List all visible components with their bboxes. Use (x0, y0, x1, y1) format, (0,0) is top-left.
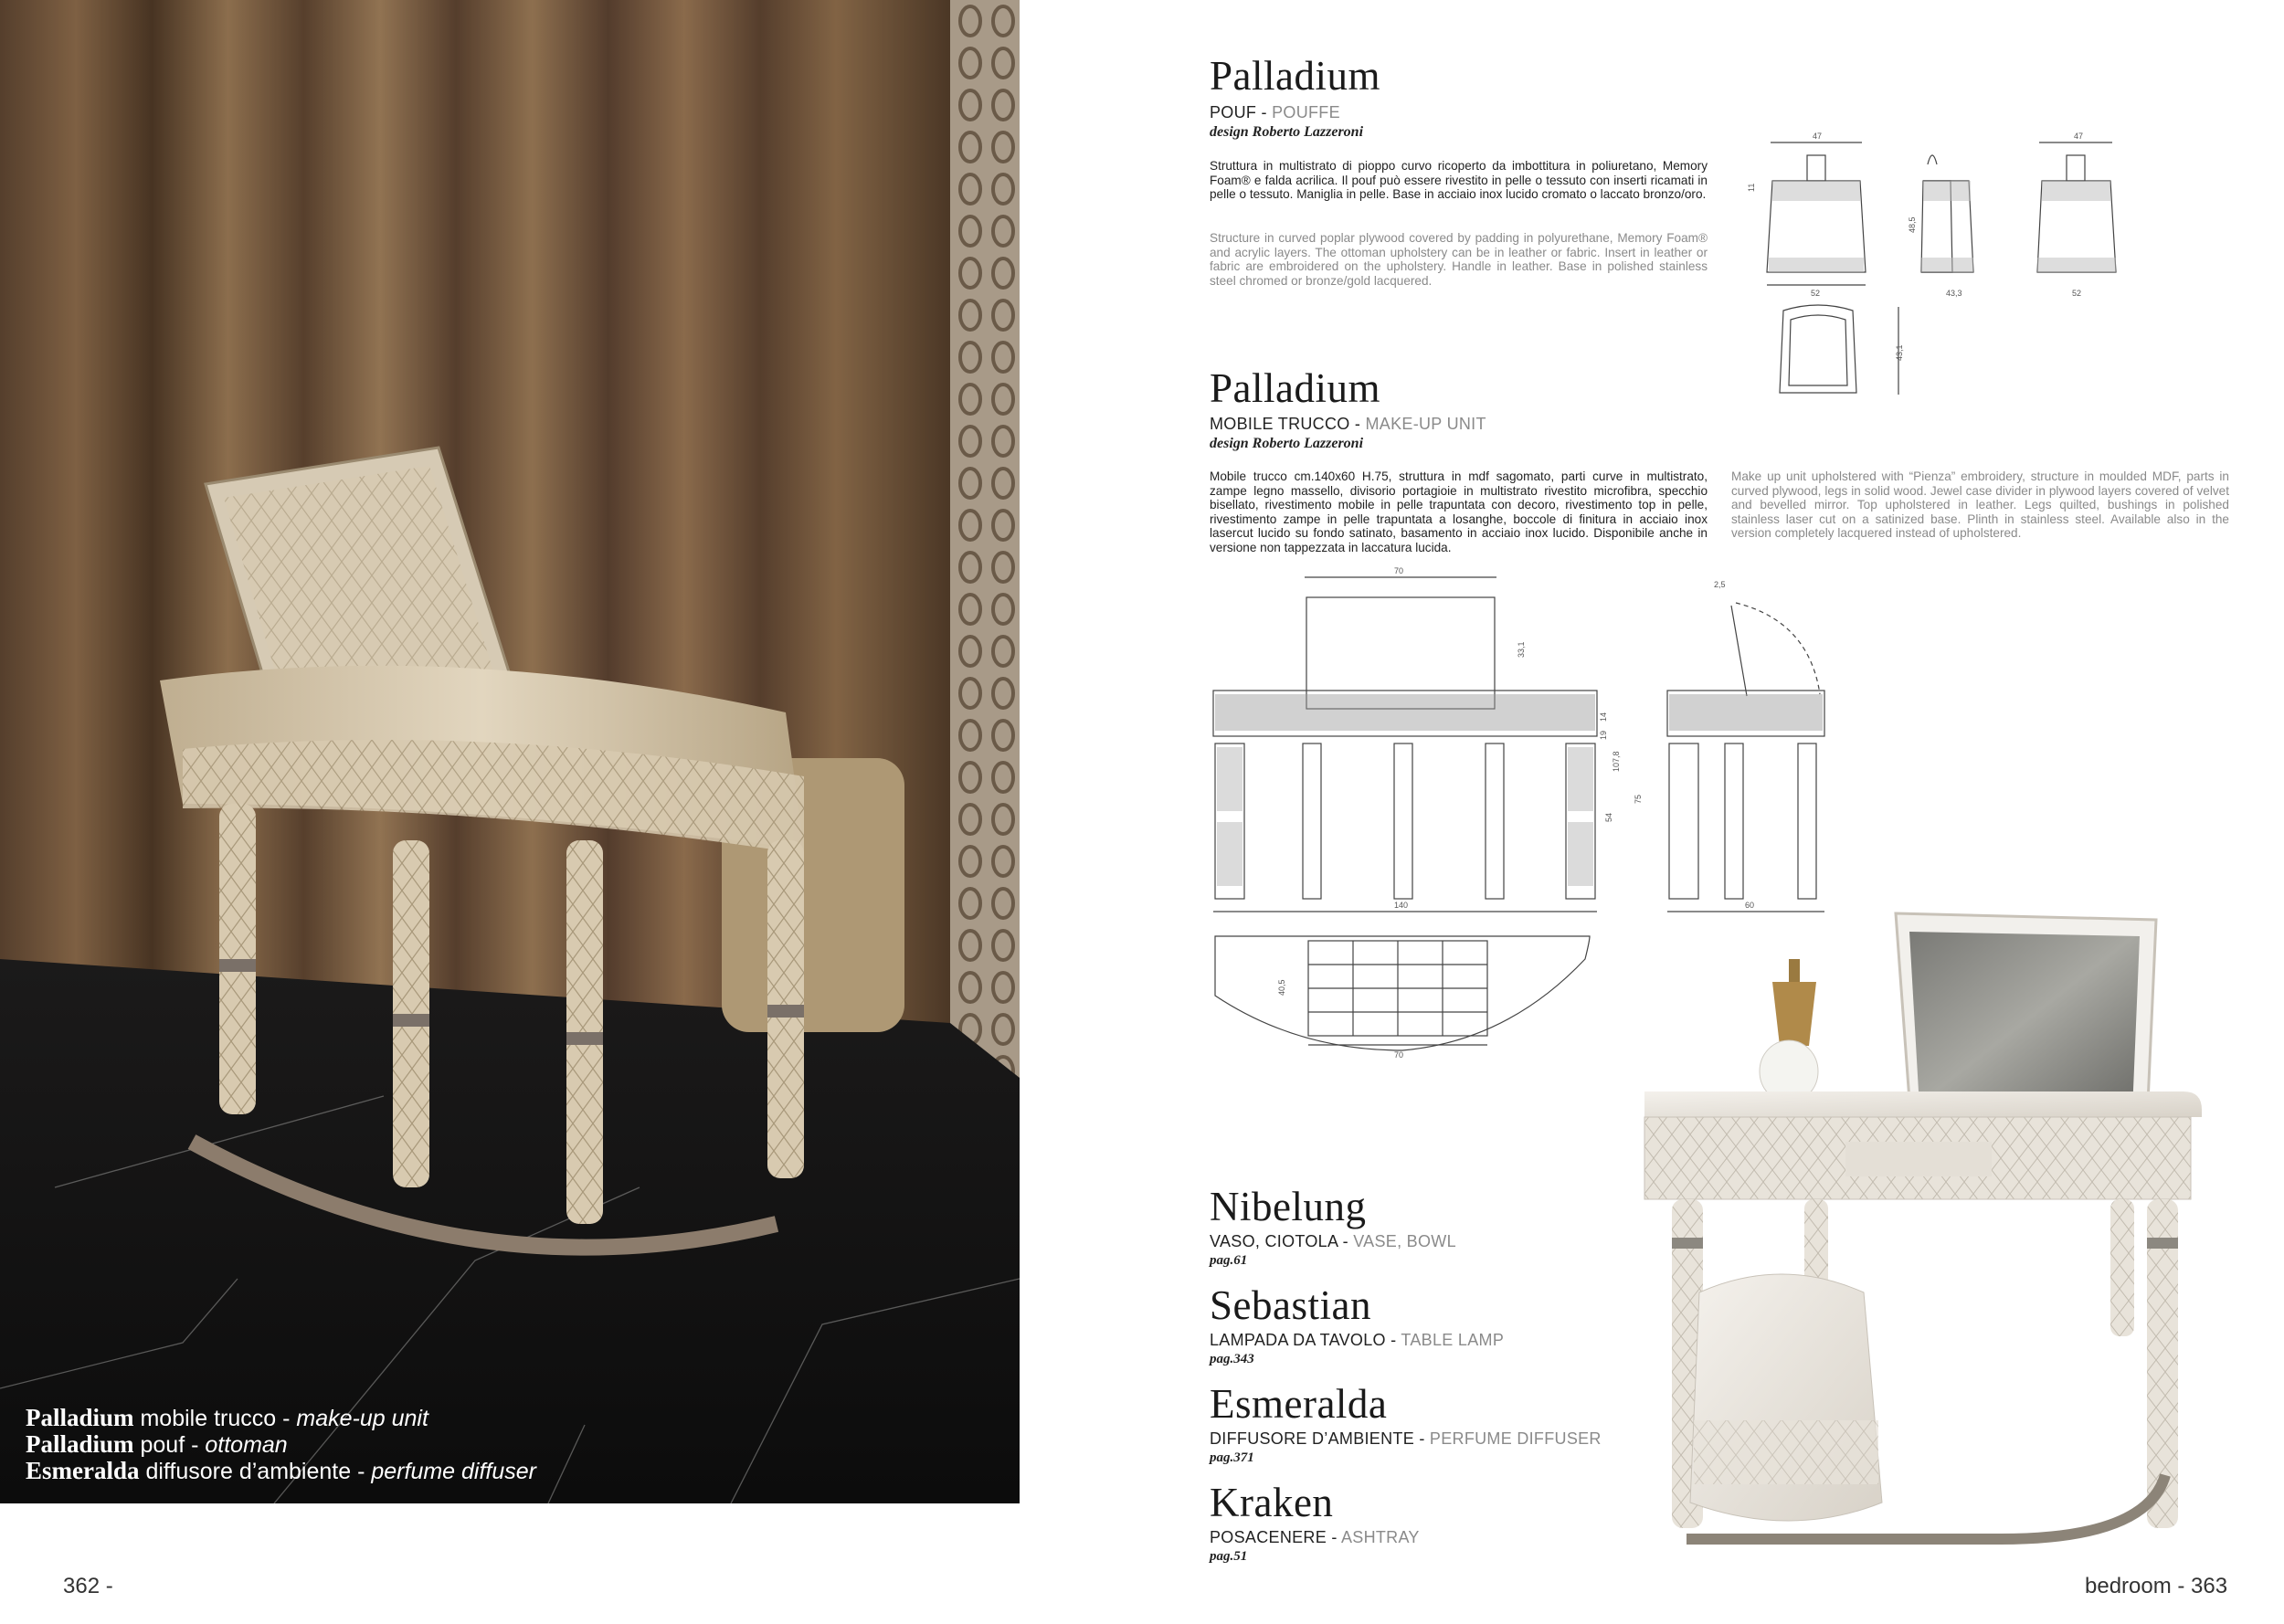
pouf-subtitle: POUF - POUFFE (1210, 103, 1340, 121)
makeup-designer: design Roberto Lazzeroni (1210, 436, 1364, 451)
related-page-1[interactable]: pag.61 (1210, 1253, 1248, 1268)
related-title-1: Nibelung (1210, 1184, 1367, 1229)
related-subtitle-4: POSACENERE - ASHTRAY (1210, 1528, 1420, 1546)
svg-text:43,1: 43,1 (1895, 344, 1904, 361)
related-subtitle-2: LAMPADA DA TAVOLO - TABLE LAMP (1210, 1331, 1505, 1349)
photo-caption-2: Palladium pouf - ottoman (26, 1430, 288, 1458)
related-title-3: Esmeralda (1210, 1381, 1388, 1427)
svg-text:47: 47 (2074, 132, 2084, 141)
related-page-4[interactable]: pag.51 (1210, 1549, 1248, 1564)
svg-text:54: 54 (1604, 812, 1613, 822)
svg-text:2,5: 2,5 (1714, 580, 1726, 589)
pouf-text-it: Struttura in multistrato di pioppo curvo ricoperto da imbottitura in poliuretano, Memory Foam® e falda acrilica. Il pouf può essere rivestito in pelle o tessuto con inserti ricamati in pelle o tessuto. Maniglia in pelle. Base in acciaio inox lucido cromato o laccato bronzo/oro. (1210, 159, 1708, 201)
makeup-subtitle: MOBILE TRUCCO - MAKE-UP UNIT (1210, 415, 1486, 433)
svg-text:60: 60 (1745, 901, 1755, 910)
photo-caption-1: Palladium mobile trucco - make-up unit (26, 1404, 428, 1431)
right-page-number: bedroom - 363 (2085, 1574, 2228, 1598)
related-title-2: Sebastian (1210, 1282, 1371, 1328)
related-page-3[interactable]: pag.371 (1210, 1450, 1254, 1465)
svg-text:107,8: 107,8 (1612, 751, 1621, 772)
makeup-text-it: Mobile trucco cm.140x60 H.75, struttura in mdf sagomato, parti curve in multistrato, zampe legno massello, divisorio portagioie in multistrato rivestito microfibra, specchio bisellato, rivestimento mobile in pelle trapuntata con decoro, rivestimento top in pelle, rivestimento zampe in pelle trapuntata a losanghe, boccole di finitura in acciaio inox lasercut lucido su fondo satinato, basamento in acciaio inox lucido. Disponibile anche in versione non tappezzata in laccatura lucida. (1210, 469, 1708, 554)
makeup-unit-product-photo (1635, 909, 2266, 1566)
svg-text:14: 14 (1599, 712, 1608, 722)
pouf-title: Palladium (1210, 53, 1380, 99)
room-photo-illustration (0, 0, 1020, 1503)
related-subtitle-3: DIFFUSORE D’AMBIENTE - PERFUME DIFFUSER (1210, 1429, 1602, 1448)
related-subtitle-1: VASO, CIOTOLA - VASE, BOWL (1210, 1232, 1456, 1250)
makeup-title: Palladium (1210, 365, 1380, 411)
svg-text:43,3: 43,3 (1946, 289, 1962, 298)
svg-text:75: 75 (1634, 794, 1643, 804)
svg-text:52: 52 (2072, 289, 2082, 298)
svg-text:70: 70 (1394, 566, 1404, 575)
left-page-number: 362 - (63, 1574, 113, 1598)
svg-text:11: 11 (1747, 183, 1756, 192)
svg-text:70: 70 (1394, 1050, 1404, 1060)
svg-text:19: 19 (1599, 730, 1608, 740)
pouf-designer: design Roberto Lazzeroni (1210, 124, 1364, 140)
svg-text:33,1: 33,1 (1517, 641, 1526, 658)
photo-caption-3: Esmeralda diffusore d’ambiente - perfume diffuser (26, 1457, 536, 1484)
svg-text:48,5: 48,5 (1908, 216, 1917, 233)
related-page-2[interactable]: pag.343 (1210, 1352, 1254, 1366)
svg-text:52: 52 (1811, 289, 1821, 298)
svg-text:47: 47 (1813, 132, 1823, 141)
svg-text:140: 140 (1394, 901, 1409, 910)
pouf-text-en: Structure in curved poplar plywood covered by padding in polyurethane, Memory Foam® and acrylic layers. The ottoman upholstery can be in leather or fabric. Insert in leather or fabric are embroidered on the upholstery. Handle in leather. Base in polished stainless steel chromed or bronze/gold lacquered. (1210, 231, 1708, 288)
makeup-text-en: Make up unit upholstered with “Pienza” embroidery, structure in moulded MDF, parts in curved plywood, legs in solid wood. Jewel case divider in plywood layers covered of velvet and bevelled mirror. Top upholstered in leather. Legs quilted, bushings in polished stainless laser cut on a satinized base. Plinth in stainless steel. Available also in the version completely lacquered instead of upholstered. (1731, 469, 2229, 540)
room-photo (0, 0, 1020, 1503)
svg-text:40,5: 40,5 (1277, 979, 1286, 996)
related-title-4: Kraken (1210, 1480, 1334, 1525)
pouf-technical-drawing (1736, 128, 2120, 402)
